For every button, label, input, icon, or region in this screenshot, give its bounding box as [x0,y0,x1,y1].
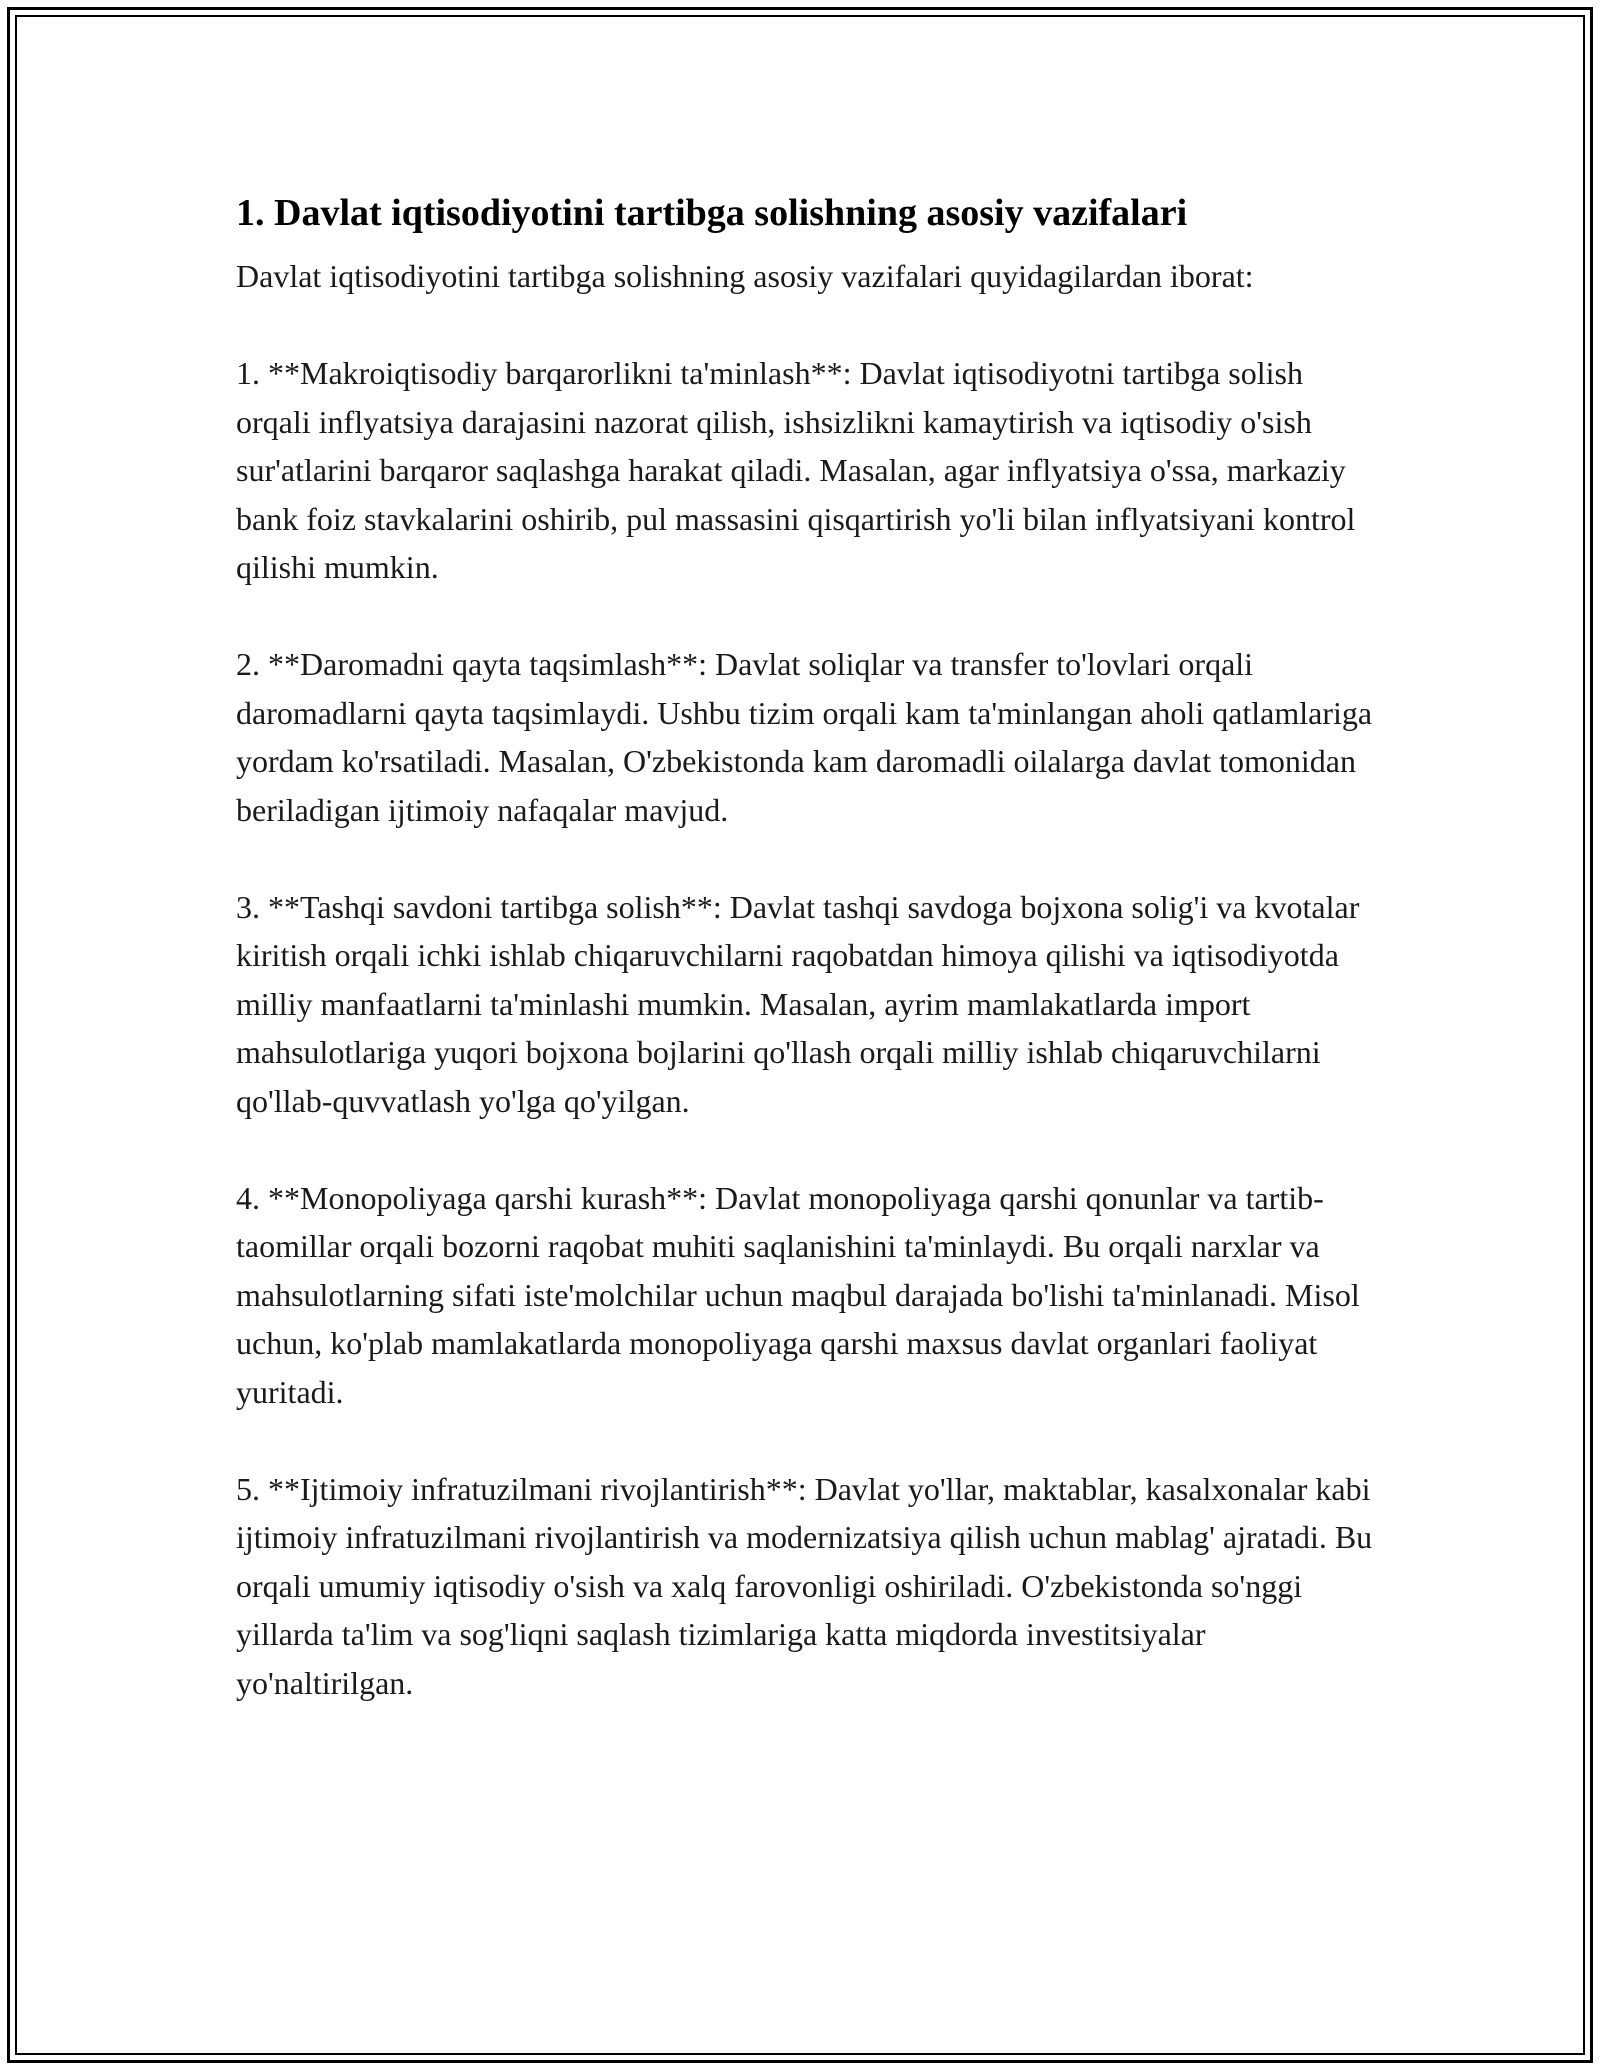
paragraph-social-infrastructure: 5. **Ijtimoiy infratuzilmani rivojlantirish**: Davlat yo'llar, maktablar, kasalxonalar kabi ijtimoiy infratuzilmani rivojlantirish va modernizatsiya qilish uchun mablag' ajratadi. Bu orqali umumiy iqtisodiy o'sish va xalq farovonligi oshiriladi. O'zbekistonda so'nggi yillarda ta'lim va sog'liqni saqlash tizimlariga katta miqdorda investitsiyalar yo'naltirilgan. [236,1470,1373,1701]
document-body [236,184,1376,1756]
section-heading: 1. Davlat iqtisodiyotini tartibga solishning asosiy vazifalari [236,192,1188,234]
paragraph-macroeconomic-stability: 1. **Makroiqtisodiy barqarorlikni ta'minlash**: Davlat iqtisodiyotni tartibga solish orqali inflyatsiya darajasini nazorat qilish, ishsizlikni kamaytirish va iqtisodiy o'sish sur'atlarini barqaror saqlashga harakat qiladi. Masalan, agar inflyatsiya o'ssa, markaziy bank foiz stavkalarini oshirib, pul massasini qisqartirish yo'li bilan inflyatsiyani kontrol qilishi mumkin. [236,355,1356,585]
paragraph-income-redistribution: 2. **Daromadni qayta taqsimlash**: Davlat soliqlar va transfer to'lovlari orqali daromadlarni qayta taqsimlaydi. Ushbu tizim orqali kam ta'minlangan aholi qatlamlariga yordam ko'rsatiladi. Masalan, O'zbekistonda kam daromadli oilalarga davlat tomonidan beriladigan ijtimoiy nafaqalar mavjud. [236,646,1373,828]
intro-paragraph: Davlat iqtisodiyotini tartibga solishning asosiy vazifalari quyidagilardan iborat: [236,258,1254,294]
paragraph-foreign-trade-regulation: 3. **Tashqi savdoni tartibga solish**: Davlat tashqi savdoga bojxona solig'i va kvotalar kiritish orqali ichki ishlab chiqaruvchilarni raqobatdan himoya qilishi va iqtisodiyotda milliy manfaatlarni ta'minlashi mumkin. Masalan, ayrim mamlakatlarda import mahsulotlariga yuqori bojxona bojlarini qo'llash orqali milliy ishlab chiqaruvchilarni qo'llab-quvvatlash yo'lga qo'yilgan. [236,888,1360,1119]
paragraph-anti-monopoly: 4. **Monopoliyaga qarshi kurash**: Davlat monopoliyaga qarshi qonunlar va tartib-taomillar orqali bozorni raqobat muhiti saqlanishini ta'minlaydi. Bu orqali narxlar va mahsulotlarning sifati iste'molchilar uchun maqbul darajada bo'lishi ta'minlanadi. Misol uchun, ko'plab mamlakatlarda monopoliyaga qarshi maxsus davlat organlari faoliyat yuritadi. [236,1179,1360,1410]
